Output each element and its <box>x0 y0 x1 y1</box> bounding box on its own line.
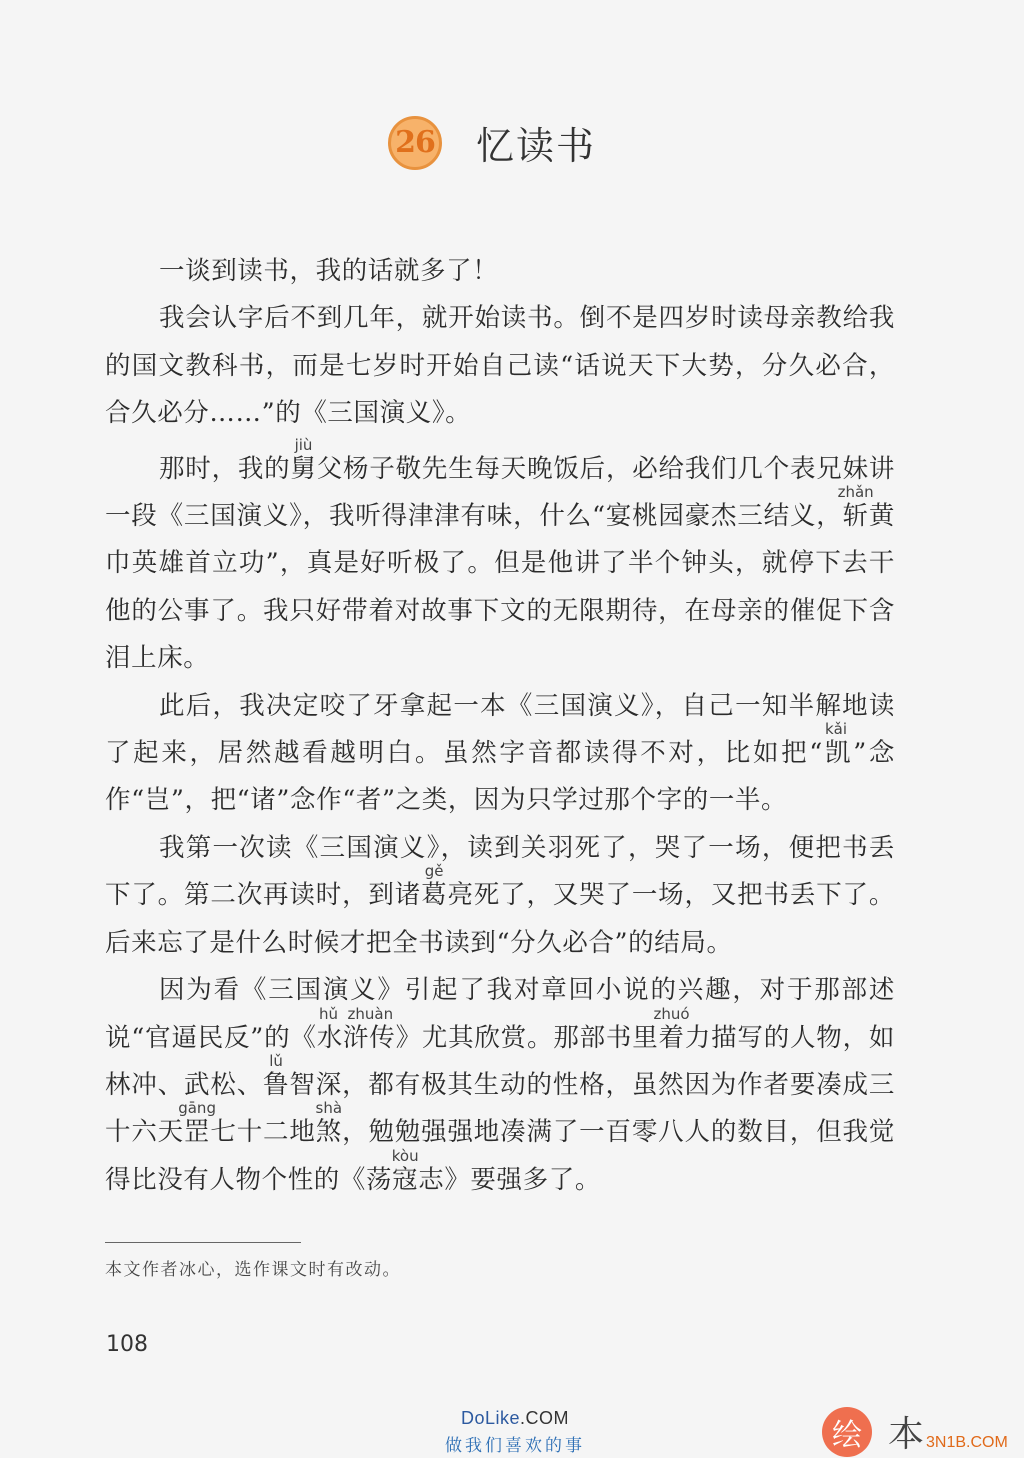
ruby-kai: 凯kǎi <box>822 720 854 769</box>
paragraph-5: 我第一次读《三国演义》，读到关羽死了，哭了一场，便把书丢下了。第二次再读时，到诸葛gě亮死了，又哭了一场，又把书丢下了。后来忘了是什么时候才把全书读到“分久必合”的结局。 <box>105 832 895 958</box>
ruby-gang: 罡gāng <box>178 1099 216 1148</box>
dolike-watermark <box>420 1408 610 1456</box>
paragraph-4: 此后，我决定咬了牙拿起一本《三国演义》，自己一知半解地读了起来，居然越看越明白。虽然字音都读得不对，比如把“凯kǎi”念作“岂”，把“诸”念作“者”之类，因为只学过那个字的一半。 <box>105 690 895 816</box>
ruby-sha: 煞shà <box>315 1099 343 1148</box>
paragraph-1: 一谈到读书，我的话就多了！ <box>159 256 499 286</box>
ruby-zhan: 斩zhǎn <box>837 483 874 532</box>
footnote: 本文作者冰心，选作课文时有改动。 <box>105 1260 401 1280</box>
ruby-lu: 鲁lǔ <box>263 1051 290 1100</box>
watermark-slogan: 做我们喜欢的事 <box>445 1436 585 1456</box>
lesson-header <box>388 115 596 170</box>
ruby-huzhuan: 水浒传hǔ zhuàn <box>316 1004 396 1053</box>
lesson-number-badge: 26 <box>388 116 442 170</box>
site-logo-icon: 绘 <box>822 1407 872 1457</box>
site-watermark <box>822 1406 1008 1457</box>
ruby-jiu: 舅jiù <box>290 435 317 484</box>
paragraph-3: 那时，我的舅jiù父杨子敬先生每天晚饭后，必给我们几个表兄妹讲一段《三国演义》，我听得津津有味，什么“宴桃园豪杰三结义，斩zhǎn黄巾英雄首立功”，真是好听极了。但是他讲了半个钟头，就停下去干他的公事了。我只好带着对故事下文的无限期待，在母亲的催促下含泪上床。 <box>105 435 895 674</box>
ruby-ge: 葛gě <box>421 862 448 911</box>
watermark-ben: 本 <box>888 1414 925 1455</box>
paragraph-2: 我会认字后不到几年，就开始读书。倒不是四岁时读母亲教给我的国文教科书，而是七岁时开始自己读“话说天下大势，分久必合，合久必分……”的《三国演义》。 <box>105 303 895 429</box>
watermark-site: 3N1B.COM <box>926 1433 1008 1451</box>
ruby-zhuo: 着zhuó <box>653 1004 690 1053</box>
paragraph-6: 因为看《三国演义》引起了我对章回小说的兴趣，对于那部述说“官逼民反”的《水浒传hǔ zhuàn》尤其欣赏。那部书里着zhuó力描写的人物，如林冲、武松、鲁lǔ智深，都有极其生动的性格，虽然因为作者要凑成三十六天罡gāng七十二地煞shà，勉勉强强地凑满了一百零八人的数目，但我觉得比没有人物个性的《荡寇kòu志》要强多了。 <box>105 975 895 1195</box>
lesson-title: 忆读书 <box>476 124 597 168</box>
article-body <box>105 248 895 1204</box>
page-number: 108 <box>106 1332 148 1357</box>
footnote-divider <box>105 1242 301 1243</box>
ruby-kou: 寇kòu <box>391 1146 419 1195</box>
watermark-domain: DoLike.COM <box>460 1408 570 1428</box>
